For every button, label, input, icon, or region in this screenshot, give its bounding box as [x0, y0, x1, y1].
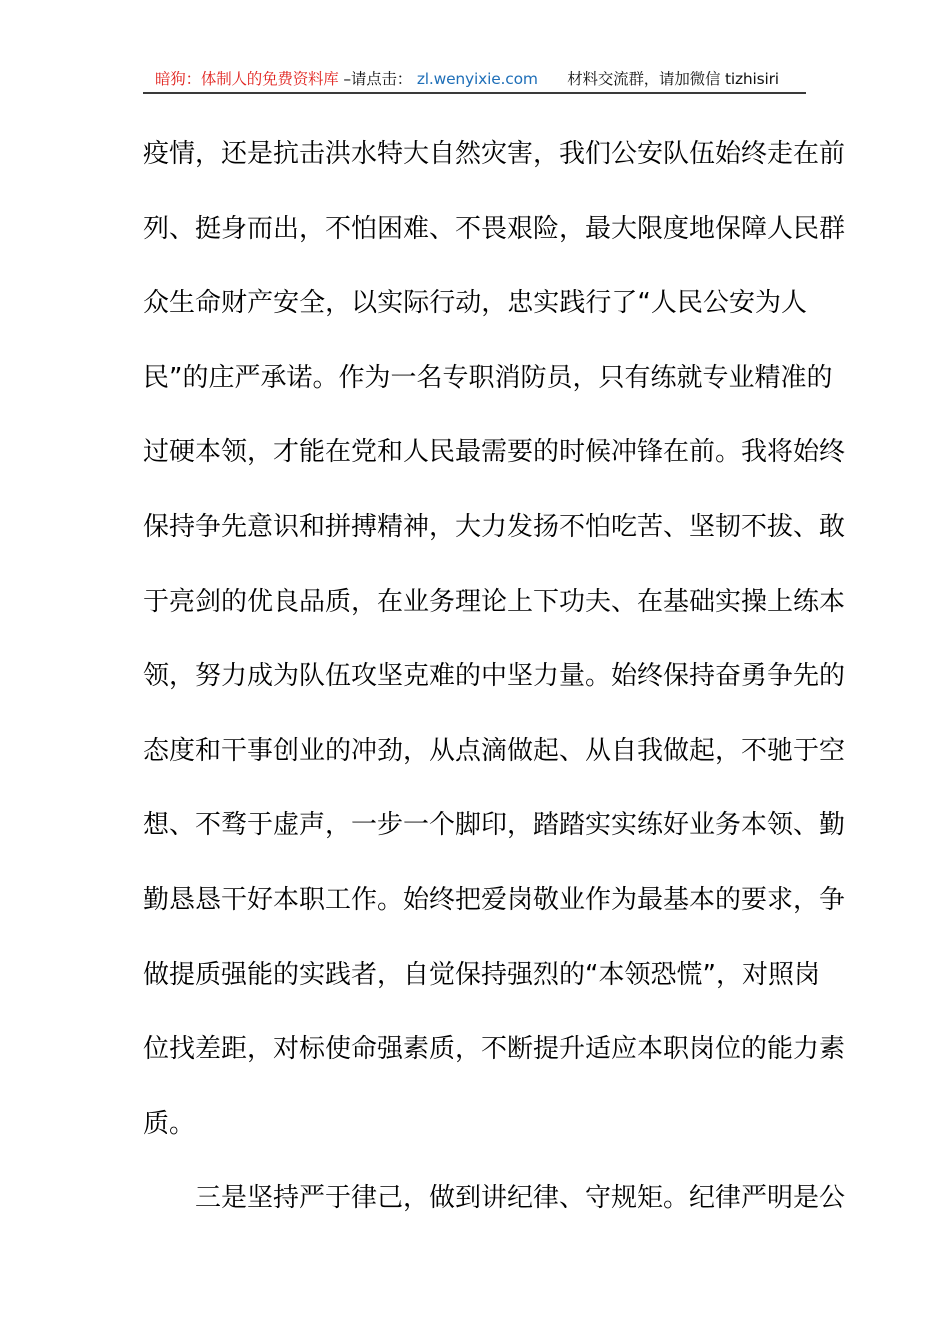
body-line: 想、不骛于虚声，一步一个脚印，踏踏实实练好业务本领、勤: [143, 810, 846, 841]
body-line: 过硬本领，才能在党和人民最需要的时候冲锋在前。我将始终: [143, 437, 846, 468]
body-line: 勤恳恳干好本职工作。始终把爱岗敬业作为最基本的要求，争: [143, 884, 846, 915]
body-line: 态度和干事创业的冲劲，从点滴做起、从自我做起，不驰于空: [143, 735, 846, 766]
body-line: 列、挺身而出，不怕困难、不畏艰险，最大限度地保障人民群: [143, 213, 846, 244]
header-site-link[interactable]: zl.wenyixie.com: [416, 70, 538, 88]
body-line: 保持争先意识和拼搏精神，大力发扬不怕吃苦、坚韧不拔、敢: [143, 511, 846, 542]
body-line: 位找差距，对标使命强素质，不断提升适应本职岗位的能力素: [143, 1034, 846, 1065]
body-line: 于亮剑的优良品质，在业务理论上下功夫、在基础实操上练本: [143, 586, 846, 617]
body-line: 做提质强能的实践者，自觉保持强烈的“本领恐慌”，对照岗: [143, 959, 820, 990]
body-line: 众生命财产安全，以实际行动，忠实践行了“人民公安为人: [143, 288, 807, 319]
body-line-paragraph-end: 质。: [143, 1108, 196, 1139]
body-line: 疫情，还是抗击洪水特大自然灾害，我们公安队伍始终走在前: [143, 139, 846, 169]
header-brand-text: 暗狗：体制人的免费资料库: [155, 70, 339, 88]
page-header: [143, 66, 806, 94]
header-contact-text: 材料交流群，请加微信 tizhisiri: [567, 70, 779, 88]
header-click-prompt: –请点击：: [343, 70, 413, 88]
body-line-paragraph-start: 三是坚持严于律己，做到讲纪律、守规矩。纪律严明是公: [195, 1183, 846, 1214]
body-line: 领，努力成为队伍攻坚克难的中坚力量。始终保持奋勇争先的: [143, 661, 846, 692]
body-line: 民”的庄严承诺。作为一名专职消防员，只有练就专业精准的: [143, 362, 833, 393]
document-body: [143, 130, 846, 1249]
